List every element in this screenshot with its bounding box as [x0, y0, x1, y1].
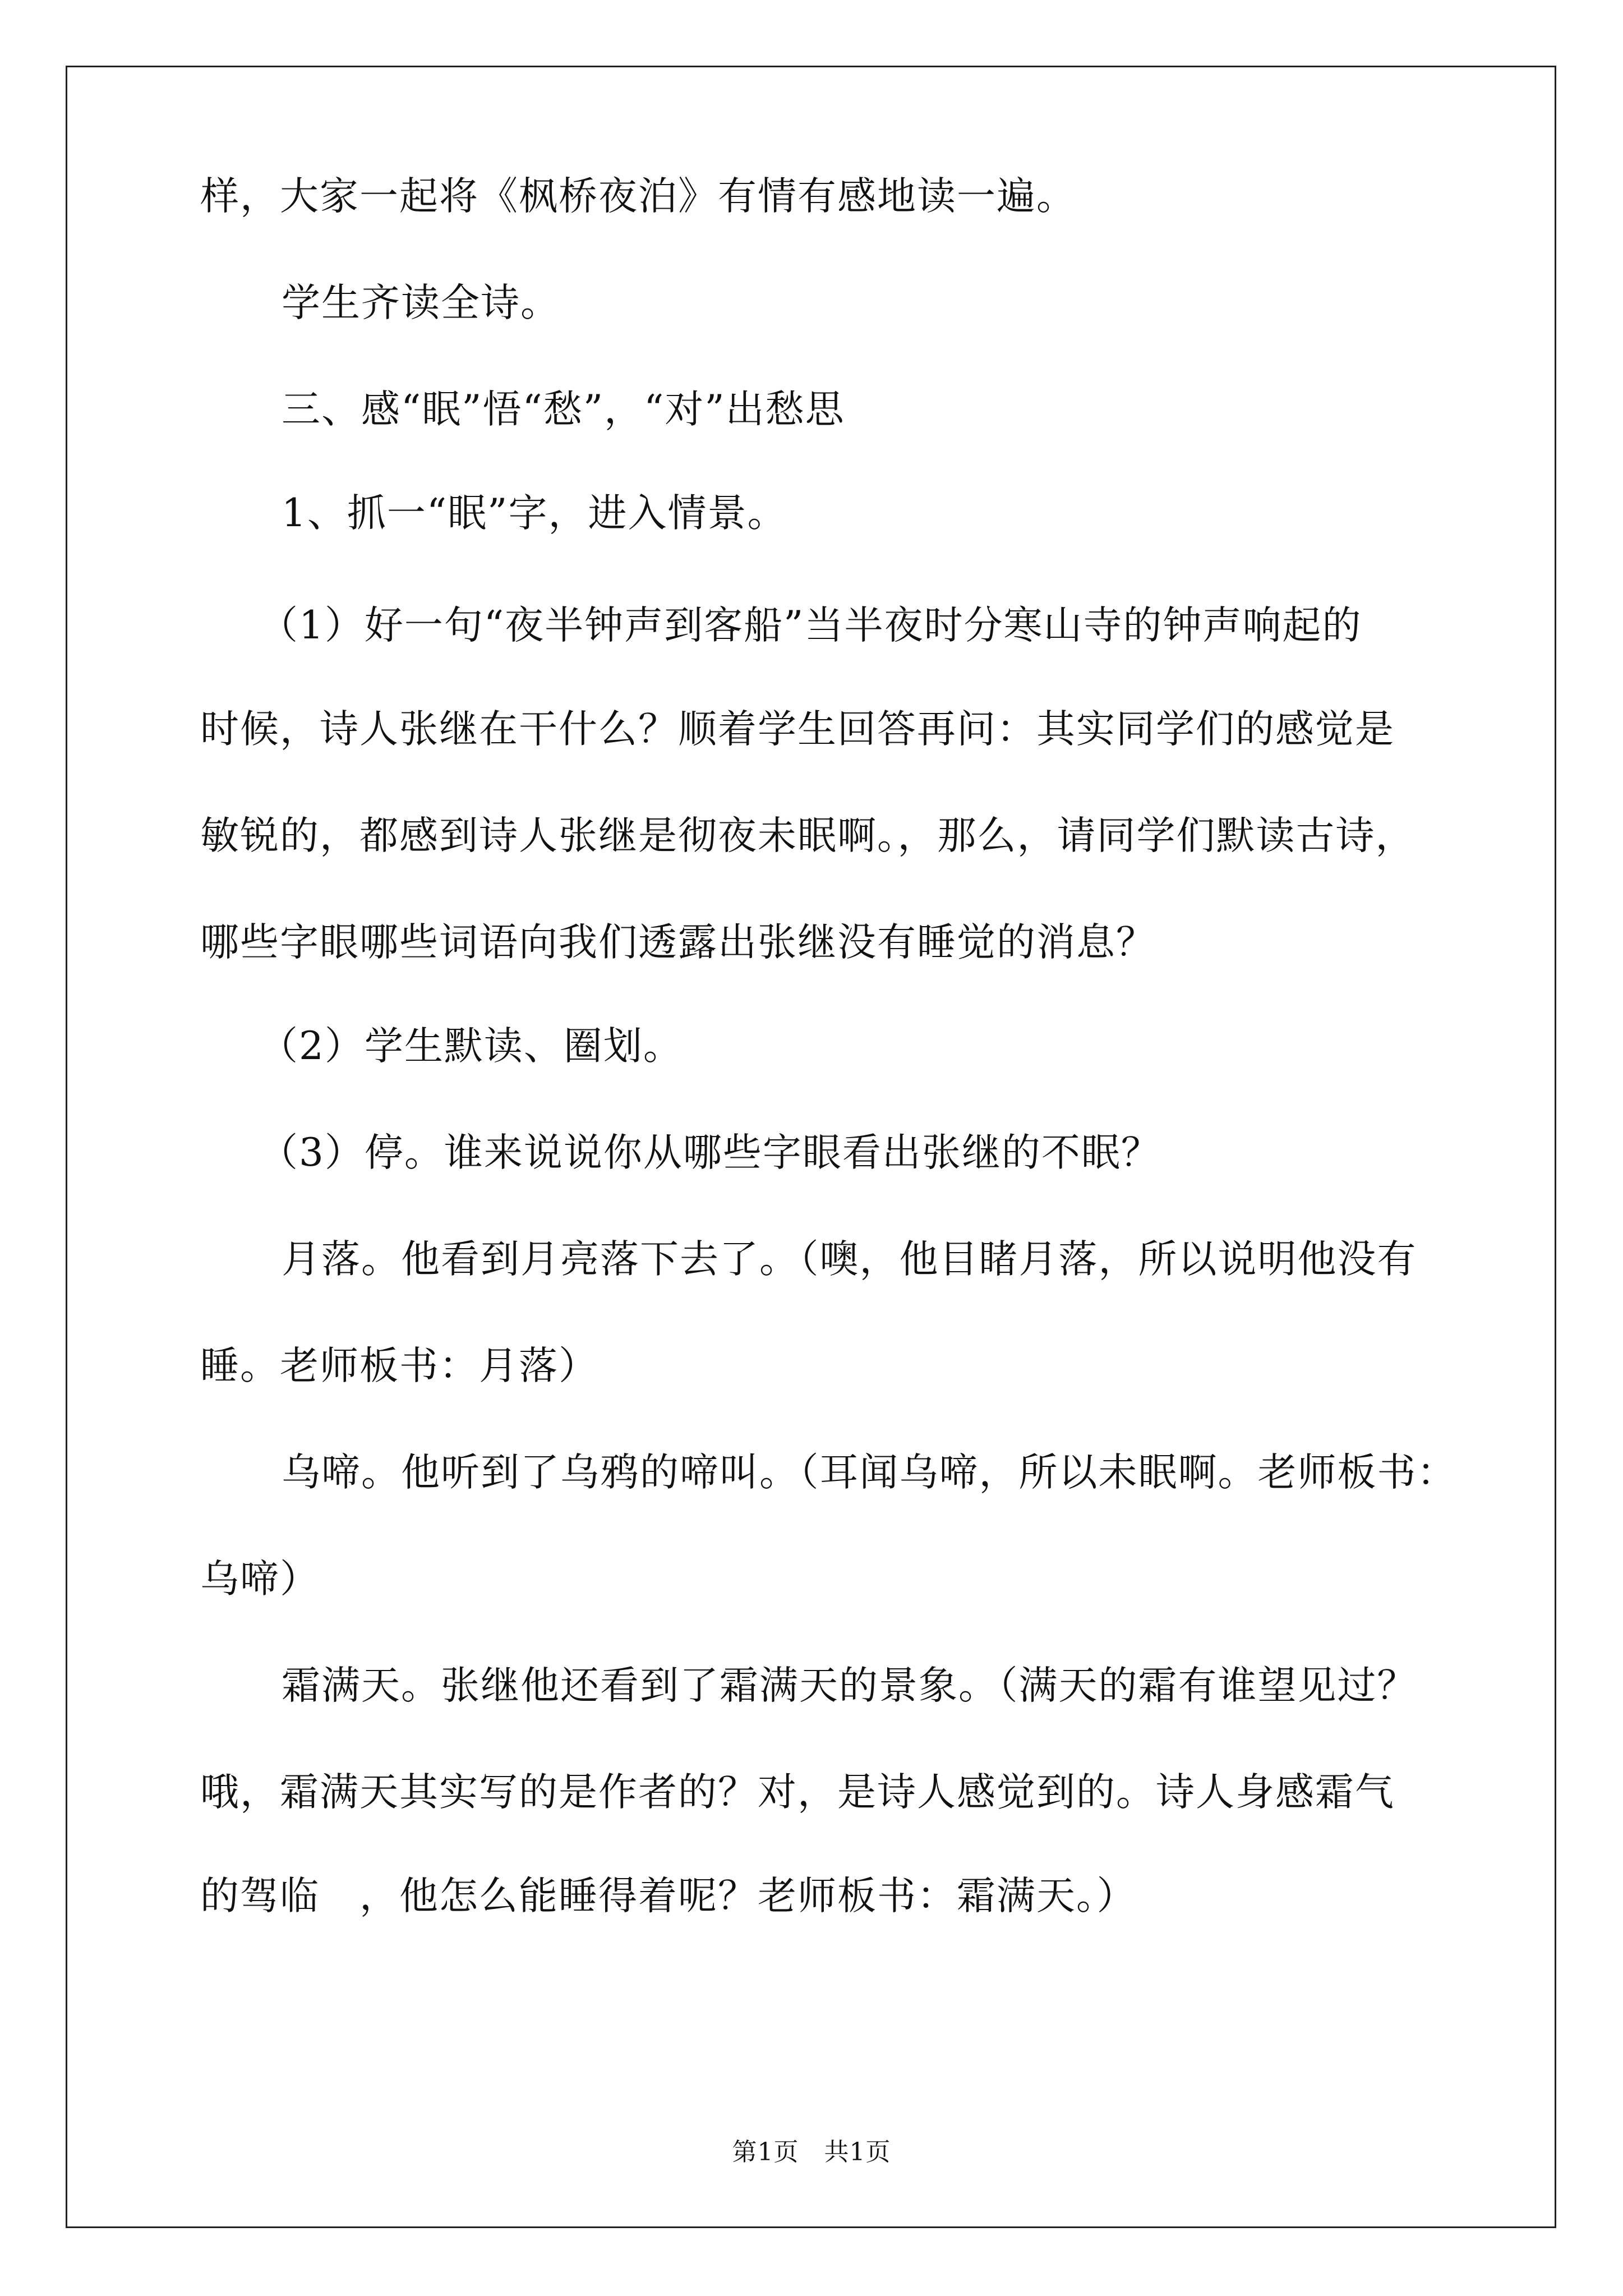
- text-line: 样，大家一起将《枫桥夜泊》有情有感地读一遍。: [200, 173, 1076, 219]
- text-line: 的驾临 ，他怎么能睡得着呢？老师板书：霜满天。）: [200, 1873, 1137, 1918]
- text-line: 月落。他看到月亮落下去了。（噢，他目睹月落，所以说明他没有: [282, 1236, 1417, 1282]
- text-line: 乌啼。他听到了乌鸦的啼叫。（耳闻乌啼，所以未眠啊。老师板书：: [282, 1450, 1457, 1495]
- text-line: （1）好一句“夜半钟声到客船”当半夜时分寒山寺的钟声响起的: [259, 602, 1362, 648]
- text-line: （2）学生默读、圈划。: [259, 1023, 683, 1069]
- text-line: （3）停。谁来说说你从哪些字眼看出张继的不眠？: [259, 1130, 1161, 1175]
- page-footer: 第1页 共1页: [732, 2138, 891, 2166]
- text-line: 三、感“眠”悟“愁”，“对”出愁思: [282, 386, 845, 432]
- text-line: 睡。老师板书：月落）: [200, 1343, 598, 1388]
- text-line: 哪些字眼哪些词语向我们透露出张继没有睡觉的消息？: [200, 919, 1156, 965]
- text-line: 霜满天。张继他还看到了霜满天的景象。（满天的霜有谁望见过？: [282, 1663, 1417, 1708]
- text-line: 学生齐读全诗。: [282, 280, 560, 325]
- text-line: 哦，霜满天其实写的是作者的？对，是诗人感觉到的。诗人身感霜气: [200, 1769, 1395, 1815]
- text-line: 乌啼）: [200, 1556, 320, 1602]
- text-line: 敏锐的，都感到诗人张继是彻夜未眠啊。，那么，请同学们默读古诗，: [200, 813, 1415, 858]
- text-line: 1、抓一“眠”字，进入情景。: [282, 490, 787, 536]
- text-line: 时候，诗人张继在干什么？顺着学生回答再问：其实同学们的感觉是: [200, 706, 1395, 752]
